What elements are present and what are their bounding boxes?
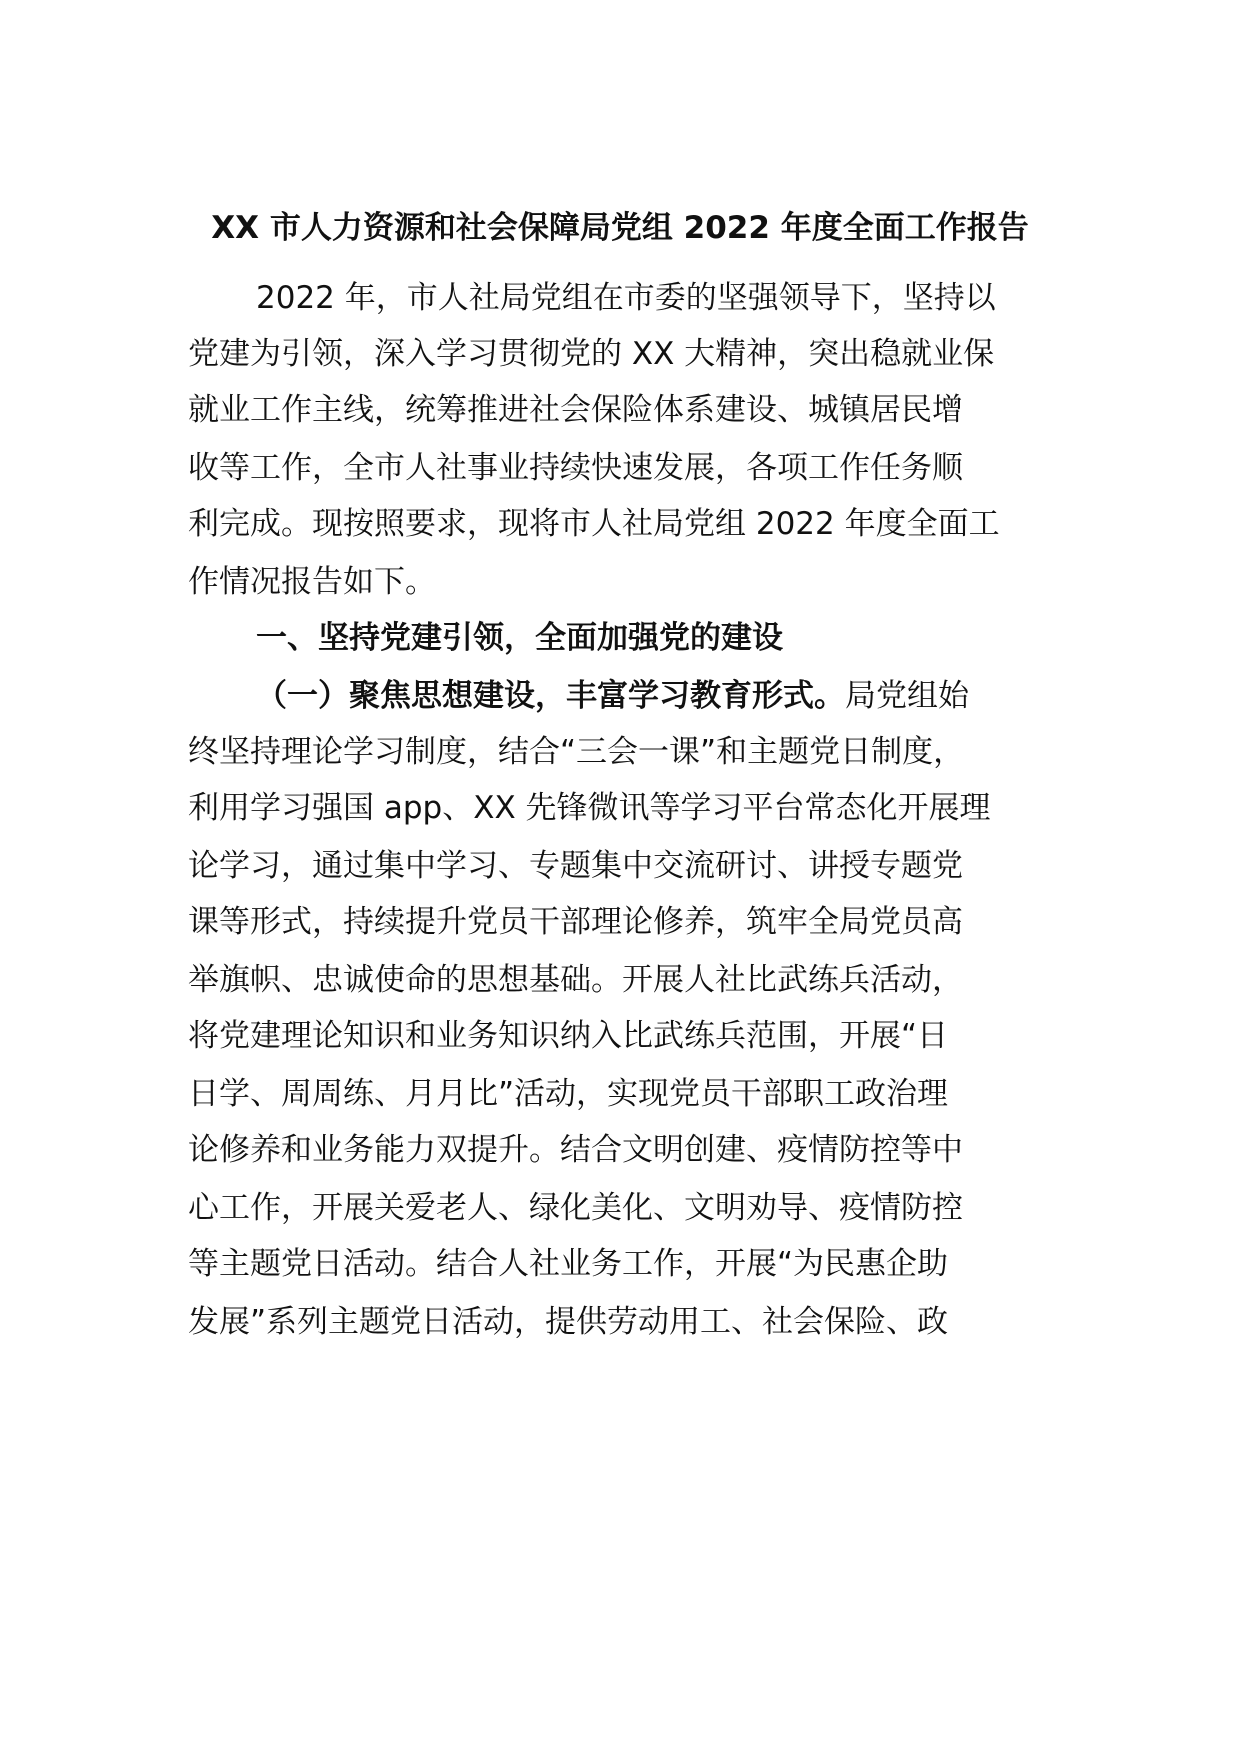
intro-line: 党建为引领，深入学习贯彻党的 XX 大精神，突出稳就业保 <box>188 336 995 372</box>
document-title: XX 市人力资源和社会保障局党组 2022 年度全面工作报告 <box>211 210 1029 246</box>
section-heading: 一、坚持党建引领，全面加强党的建设 <box>256 620 783 656</box>
intro-line: 2022 年，市人社局党组在市委的坚强领导下，坚持以 <box>256 280 996 316</box>
intro-line: 作情况报告如下。 <box>188 564 436 600</box>
body-line: 课等形式，持续提升党员干部理论修养，筑牢全局党员高 <box>188 904 963 940</box>
subsection-line <box>256 674 969 718</box>
intro-line: 就业工作主线，统筹推进社会保险体系建设、城镇居民增 <box>188 392 963 428</box>
body-line: 等主题党日活动。结合人社业务工作，开展“为民惠企助 <box>188 1246 949 1282</box>
body-line: 将党建理论知识和业务知识纳入比武练兵范围，开展“日 <box>188 1018 949 1054</box>
intro-line: 收等工作，全市人社事业持续快速发展，各项工作任务顺 <box>188 450 963 486</box>
body-line: 论学习，通过集中学习、专题集中交流研讨、讲授专题党 <box>188 848 963 884</box>
subsection-heading: （一）聚焦思想建设，丰富学习教育形式。 <box>256 678 845 714</box>
body-line: 心工作，开展关爱老人、绿化美化、文明劝导、疫情防控 <box>188 1190 963 1226</box>
body-line: 利用学习强国 app、XX 先锋微讯等学习平台常态化开展理 <box>188 790 991 826</box>
body-line: 日学、周周练、月月比”活动，实现党员干部职工政治理 <box>188 1076 949 1112</box>
body-line: 终坚持理论学习制度，结合“三会一课”和主题党日制度， <box>188 734 965 770</box>
body-line: 发展”系列主题党日活动，提供劳动用工、社会保险、政 <box>188 1304 949 1340</box>
intro-line: 利完成。现按照要求，现将市人社局党组 2022 年度全面工 <box>188 506 1000 542</box>
body-line: 举旗帜、忠诚使命的思想基础。开展人社比武练兵活动， <box>188 962 963 998</box>
body-line: 论修养和业务能力双提升。结合文明创建、疫情防控等中 <box>188 1132 963 1168</box>
subsection-text: 局党组始 <box>845 678 969 714</box>
